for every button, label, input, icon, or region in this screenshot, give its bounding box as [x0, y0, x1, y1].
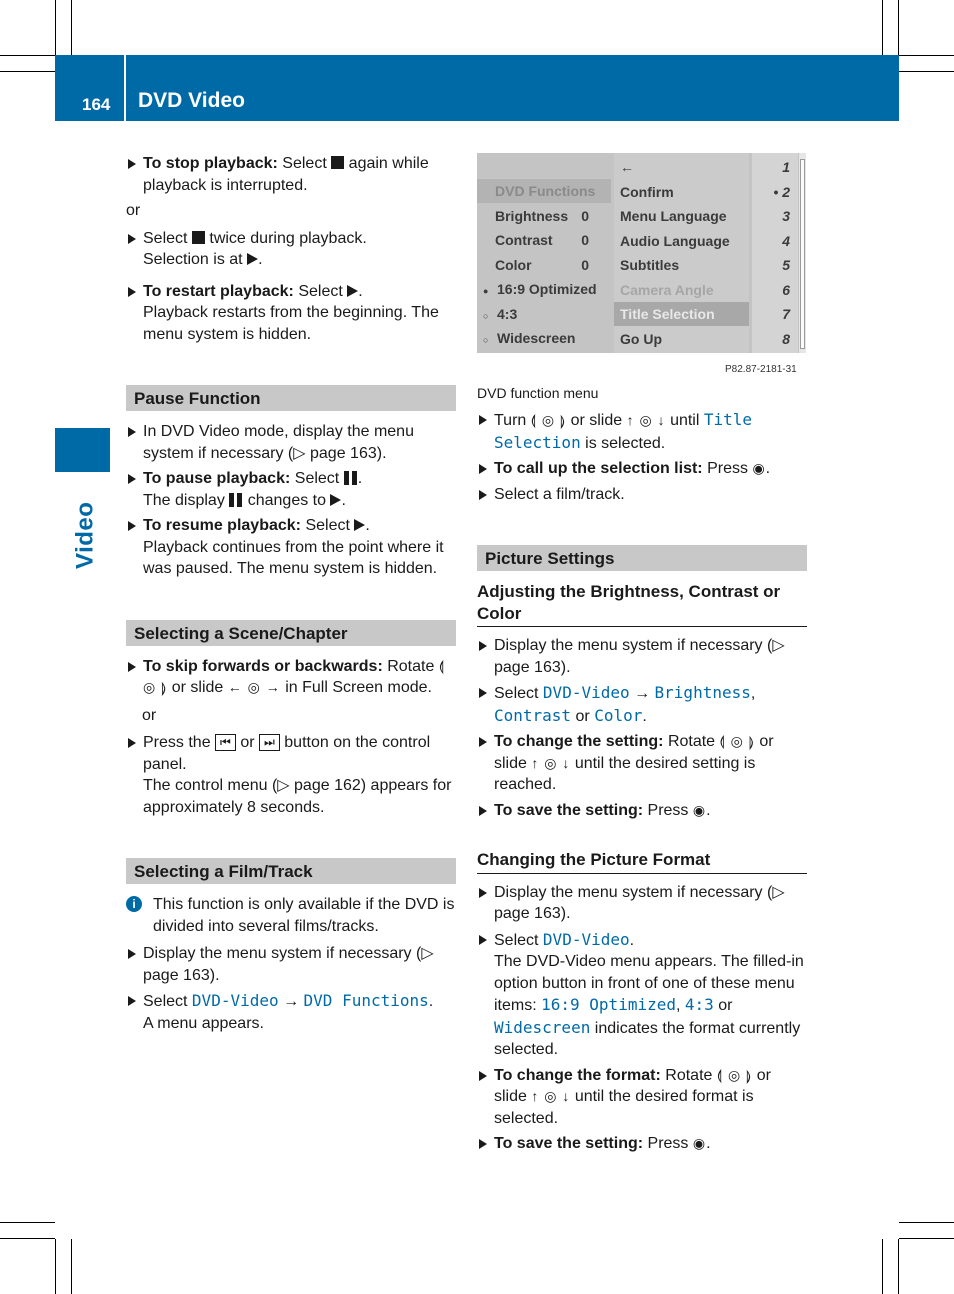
list-item [477, 882, 807, 925]
step-label: To save the setting: [494, 1135, 644, 1152]
text: . [341, 491, 346, 509]
radio-marker: ○ [483, 310, 489, 321]
text: or slide [494, 733, 774, 772]
crop-mark [882, 0, 883, 55]
text: until the desired format is selected. [494, 1088, 754, 1127]
text: . [706, 1135, 711, 1152]
menu-row-label: Brightness [495, 207, 569, 224]
menu-row-label: Color [495, 256, 532, 273]
text: . [428, 993, 434, 1010]
list-item [126, 515, 456, 580]
crop-mark [71, 1239, 72, 1294]
text: Press [707, 460, 748, 477]
menu-row [477, 179, 611, 203]
menu-row-value: 0 [581, 232, 589, 248]
section-heading: Selecting a Film/Track [126, 858, 456, 884]
text: Select [305, 517, 350, 534]
menu-column-functions [477, 153, 611, 353]
text: Select [282, 155, 327, 172]
dvd-function-menu-image [477, 153, 806, 353]
crop-mark [55, 0, 56, 55]
text: The control menu (▷ page 162) appears for approximately 8 seconds. [143, 777, 452, 816]
text: Select [143, 993, 188, 1010]
side-tab-label: Video [71, 501, 99, 569]
text: is selected. [585, 434, 666, 452]
crop-mark [898, 1239, 899, 1294]
controller-rotate-icon: ⟬ ◎ ⟭ [719, 733, 755, 749]
text: indicates the format currently selected. [494, 1019, 801, 1058]
controller-rotate-icon: ⟬ ◎ ⟭ [143, 657, 445, 695]
skip-forward-icon: ⏭ [259, 734, 280, 751]
menu-row: Confirm [620, 183, 674, 200]
step-label: To resume playback: [143, 517, 301, 534]
menu-path: DVD-Video [542, 929, 630, 949]
play-icon [354, 519, 365, 531]
text: Rotate [667, 733, 716, 750]
menu-path: Widescreen [494, 1017, 591, 1037]
step-label: To skip forwards or backwards: [143, 657, 383, 675]
menu-row: Audio Language [620, 232, 730, 249]
menu-row [477, 302, 611, 326]
side-tab-marker [55, 428, 110, 472]
or-text: or [142, 706, 157, 724]
menu-row-number: 7 [782, 306, 790, 322]
play-icon [330, 494, 341, 506]
list-item [477, 929, 807, 1061]
crop-mark [55, 1239, 56, 1294]
list-item [477, 484, 807, 506]
crop-mark [71, 0, 72, 55]
controller-slide-icon: ↑ ◎ ↓ [531, 754, 571, 771]
menu-row: Subtitles [620, 257, 680, 273]
crop-mark [0, 71, 55, 72]
list-item [477, 1065, 807, 1130]
page-number: 164 [82, 95, 111, 114]
text: . [642, 707, 647, 725]
text: . [706, 801, 711, 819]
step-label: To change the setting: [494, 733, 664, 750]
text: until [670, 412, 700, 429]
menu-path: Title Selection [494, 410, 753, 452]
list-item [126, 468, 456, 511]
step-label: To change the format: [494, 1066, 661, 1084]
text: until the desired setting is reached. [494, 754, 756, 793]
menu-path: DVD-Video [542, 683, 630, 702]
controller-press-icon: ◉ [692, 1135, 707, 1151]
menu-path: DVD-Video [191, 991, 279, 1010]
text: Select [143, 229, 188, 247]
radio-marker: ● [483, 286, 489, 296]
menu-row: Go Up [620, 330, 662, 347]
or-text: or [126, 202, 141, 219]
text: The display [143, 491, 225, 509]
menu-row [477, 277, 611, 301]
page-title: DVD Video [138, 89, 245, 112]
list-item [126, 153, 456, 196]
section-heading: Selecting a Scene/Chapter [126, 620, 456, 646]
menu-path: 16:9 Optimized [541, 995, 676, 1014]
text: , [675, 997, 681, 1014]
text: or slide [494, 1066, 771, 1105]
crop-mark [898, 0, 899, 55]
crop-mark [899, 1222, 954, 1223]
text: Select a film/track. [494, 485, 625, 503]
text: . [258, 251, 263, 268]
text: again while playback is interrupted. [143, 155, 429, 194]
crop-mark [899, 55, 954, 56]
crop-mark [0, 55, 55, 56]
step-label: To restart playback: [143, 282, 294, 300]
step-label: To stop playback: [143, 155, 278, 172]
list-item [477, 409, 807, 454]
text: Select [298, 282, 343, 300]
text: or [575, 707, 590, 725]
subsection-heading: Adjusting the Brightness, Contrast or Color [477, 581, 807, 627]
list-item [126, 990, 456, 1034]
scrollbar-thumb [800, 159, 805, 349]
subsection-heading: Changing the Picture Format [477, 849, 807, 874]
text: in Full Screen mode. [285, 679, 432, 696]
menu-row [477, 204, 611, 228]
controller-slide-icon: ↑ ◎ ↓ [531, 1088, 571, 1104]
controller-slide-icon: ↑ ◎ ↓ [626, 412, 666, 428]
menu-row-value: 0 [581, 207, 589, 224]
text: Playback continues from the point where it was paused. The menu system is hidden. [143, 538, 444, 577]
text: . [365, 517, 370, 534]
menu-row-number: 8 [782, 330, 790, 347]
text: In DVD Video mode, display the menu system if necessary (▷ page 163). [143, 423, 414, 462]
text: or slide [171, 679, 224, 696]
radio-marker: ○ [483, 335, 489, 345]
text: Select [494, 931, 539, 949]
list-item [126, 943, 456, 986]
arrow-text: → [283, 993, 300, 1010]
menu-path: DVD Functions [303, 991, 429, 1010]
crop-mark [882, 1239, 883, 1294]
text: Display the menu system if necessary (▷ page 163). [494, 883, 785, 922]
info-note [126, 894, 456, 937]
controller-rotate-icon: ⟬ ◎ ⟭ [530, 412, 567, 428]
play-icon [347, 285, 358, 297]
play-icon [247, 253, 258, 265]
text: or slide [570, 412, 623, 429]
text: , [750, 685, 756, 702]
menu-path: Contrast [494, 705, 572, 725]
menu-row-number: 5 [782, 257, 790, 273]
menu-row-label: DVD Functions [495, 183, 596, 199]
menu-column-options [614, 153, 749, 353]
text: Press [647, 801, 689, 819]
text: Playback restarts from the beginning. The menu system is hidden. [143, 304, 439, 343]
info-icon: i [126, 896, 142, 912]
list-item [477, 1133, 807, 1155]
text: Press [647, 1135, 689, 1152]
crop-mark [899, 71, 954, 72]
text: Display the menu system if necessary (▷ page 163). [143, 945, 434, 984]
figure-caption: DVD function menu [477, 385, 599, 401]
text: The DVD-Video menu appears. The filled-in option button in front of one of these menu items: [494, 953, 804, 1014]
menu-row: Camera Angle [620, 281, 714, 298]
menu-row-number: 6 [782, 281, 790, 298]
text: Turn [494, 412, 527, 429]
text: changes to [247, 491, 327, 509]
text: . [357, 470, 363, 487]
menu-row [477, 326, 611, 350]
menu-row-label: Widescreen [497, 330, 576, 346]
menu-row-label: 4:3 [497, 305, 518, 322]
controller-slide-icon: ← ◎ → [227, 679, 281, 695]
text: Rotate [387, 657, 435, 675]
menu-row: ← [620, 159, 634, 175]
step-label: To call up the selection list: [494, 460, 703, 477]
text: . [765, 460, 771, 477]
menu-row: Menu Language [620, 208, 727, 224]
list-item [126, 732, 456, 818]
list-item [477, 635, 807, 678]
list-item [126, 228, 456, 271]
text: Select [494, 685, 539, 702]
text: . [629, 931, 635, 949]
skip-back-icon: ⏮ [215, 734, 236, 751]
menu-path: Brightness [654, 683, 751, 702]
arrow-text: → [634, 685, 651, 702]
section-heading: Picture Settings [477, 545, 807, 571]
crop-mark [0, 1222, 55, 1223]
crop-mark [899, 1238, 954, 1239]
section-heading: Pause Function [126, 385, 456, 411]
menu-row-number: • 2 [773, 183, 790, 200]
text: twice during playback. [209, 229, 367, 247]
menu-column-numbers [752, 153, 798, 353]
pause-icon [344, 471, 358, 485]
menu-row [477, 228, 611, 252]
controller-press-icon: ◉ [692, 801, 707, 818]
text: A menu appears. [143, 1014, 264, 1032]
header-divider [124, 55, 126, 121]
list-item [126, 656, 456, 699]
menu-row: Title Selection [614, 302, 749, 326]
menu-row-number: 4 [782, 232, 790, 249]
text: or [718, 997, 733, 1014]
list-item [477, 800, 807, 822]
list-item [477, 731, 807, 796]
list-item [477, 458, 807, 480]
controller-rotate-icon: ⟬ ◎ ⟭ [716, 1066, 753, 1083]
list-item [126, 281, 456, 346]
controller-press-icon: ◉ [752, 460, 766, 476]
right-column [477, 409, 807, 1159]
menu-row [477, 253, 611, 277]
figure-code: P82.87-2181-31 [725, 364, 797, 375]
text: button on the control panel. [143, 734, 431, 773]
text: This function is only available if the DVD is divided into several films/tracks. [153, 896, 455, 935]
step-label: To save the setting: [494, 801, 644, 819]
text: or [240, 734, 255, 751]
pause-icon [229, 493, 243, 507]
text: . [358, 282, 363, 300]
list-item [126, 421, 456, 464]
text: Display the menu system if necessary (▷ page 163). [494, 637, 785, 676]
stop-icon [331, 156, 344, 169]
text: Selection is at [143, 251, 243, 268]
text: Select [294, 470, 340, 487]
menu-row-number: 1 [782, 159, 790, 175]
left-column [126, 153, 456, 1038]
menu-row-number: 3 [782, 208, 790, 224]
step-label: To pause playback: [143, 470, 291, 487]
menu-row-label: Contrast [495, 232, 553, 248]
list-item [477, 682, 807, 727]
crop-mark [0, 1238, 55, 1239]
menu-path: Color [594, 705, 643, 725]
text: Press the [143, 734, 211, 751]
stop-icon [192, 231, 205, 244]
text: Rotate [665, 1066, 713, 1084]
menu-row-value: 0 [581, 256, 589, 273]
menu-path: 4:3 [684, 995, 714, 1014]
menu-row-label: 16:9 Optimized [497, 281, 597, 297]
